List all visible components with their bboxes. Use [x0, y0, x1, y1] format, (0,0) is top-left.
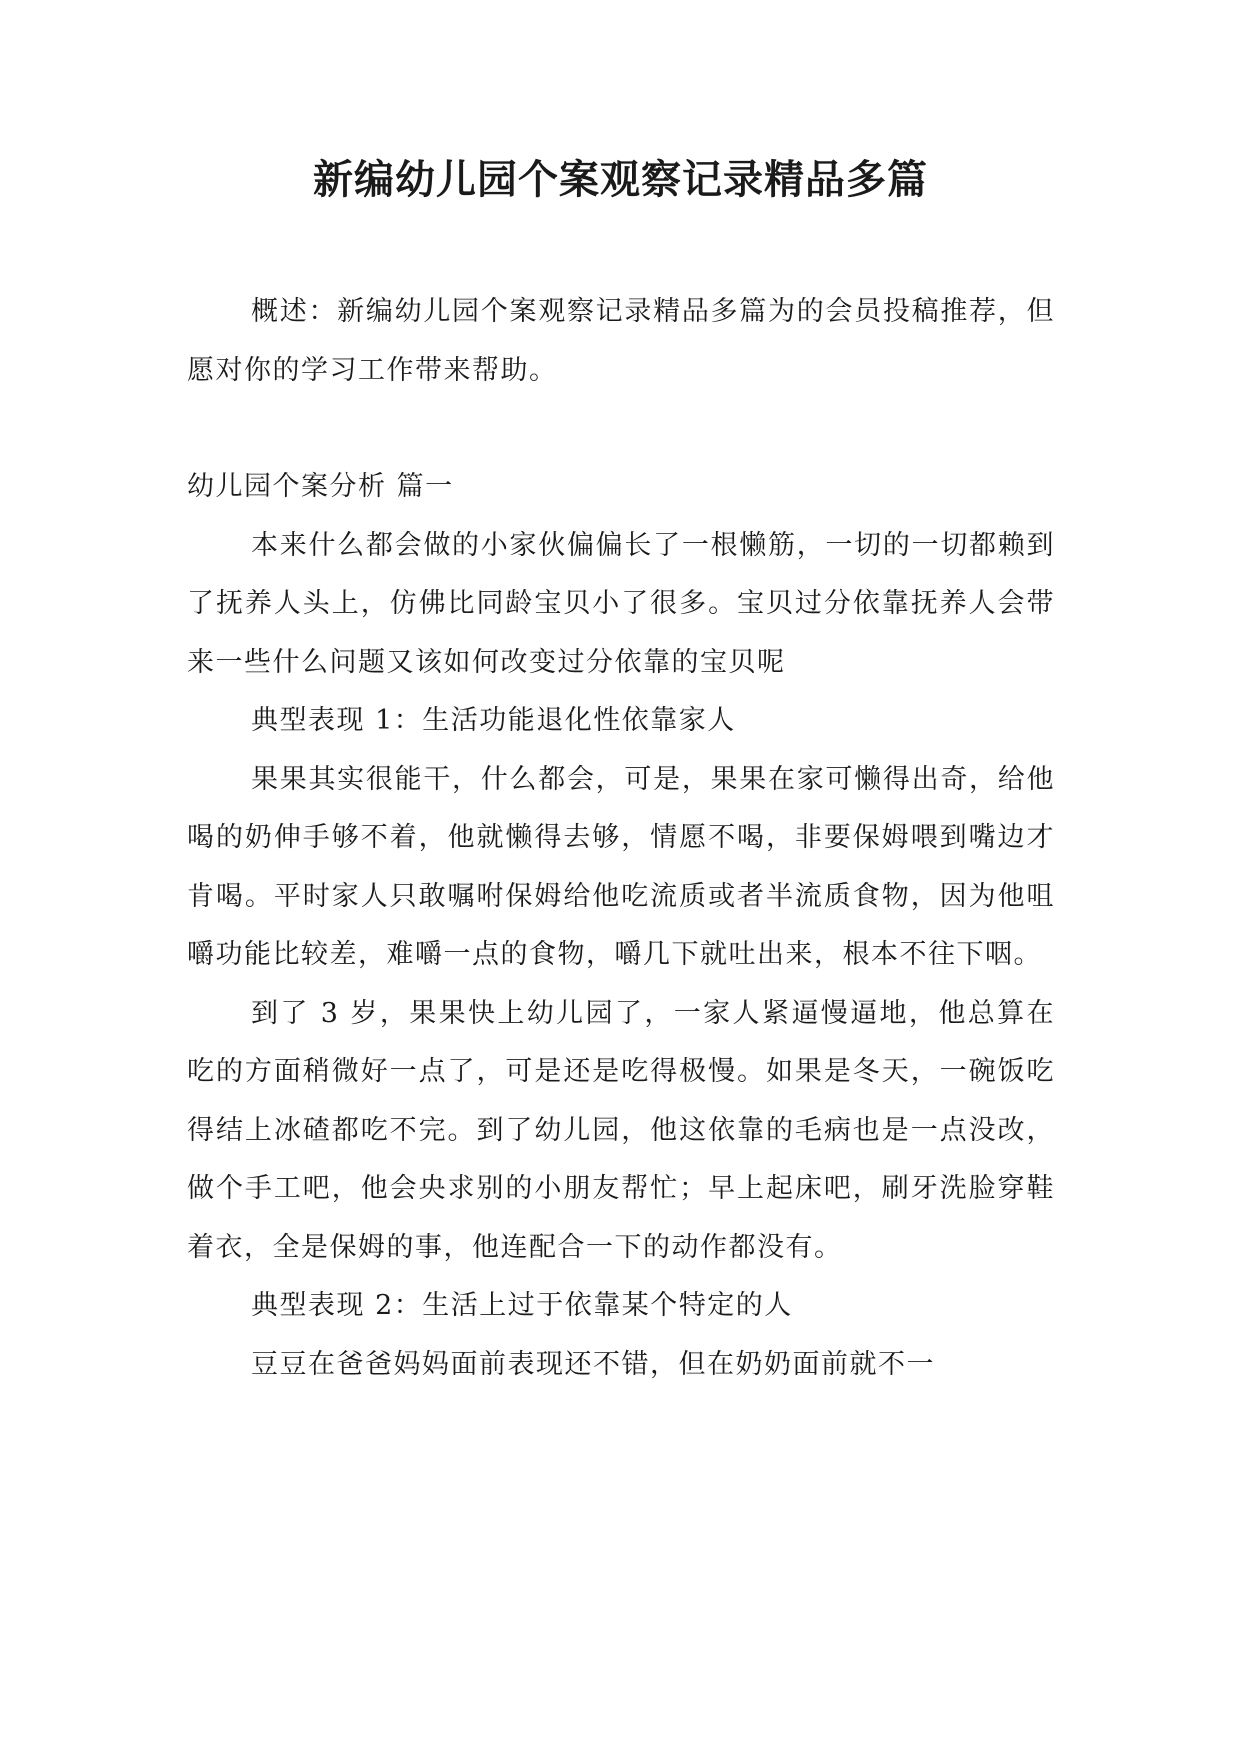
- summary-paragraph: 概述：新编幼儿园个案观察记录精品多篇为的会员投稿推荐，但愿对你的学习工作带来帮助。: [187, 296, 1055, 386]
- document-body: [187, 283, 1055, 1394]
- subheading-paragraph: 典型表现 1：生活功能退化性依靠家人: [251, 705, 736, 736]
- body-paragraph: 果果其实很能干，什么都会，可是，果果在家可懒得出奇，给他喝的奶伸手够不着，他就懒得去够，情愿不喝，非要保姆喂到嘴边才肯喝。平时家人只敢嘱咐保姆给他吃流质或者半流质食物，因为他咀嚼功能比较差，难嚼一点的食物，嚼几下就吐出来，根本不往下咽。: [187, 763, 1055, 970]
- body-paragraph: 本来什么都会做的小家伙偏偏长了一根懒筋，一切的一切都赖到了抚养人头上，仿佛比同龄宝贝小了很多。宝贝过分依靠抚养人会带来一些什么问题又该如何改变过分依靠的宝贝呢: [187, 529, 1055, 678]
- body-paragraph: 豆豆在爸爸妈妈面前表现还不错，但在奶奶面前就不一: [251, 1348, 935, 1380]
- document-title: 新编幼儿园个案观察记录精品多篇: [313, 157, 928, 203]
- body-paragraph: 到了 3 岁，果果快上幼儿园了，一家人紧逼慢逼地，他总算在吃的方面稍微好一点了，可是还是吃得极慢。如果是冬天，一碗饭吃得结上冰碴都吃不完。到了幼儿园，他这依靠的毛病也是一点没改，做个手工吧，他会央求别的小朋友帮忙；早上起床吧，刷牙洗脸穿鞋着衣，全是保姆的事，他连配合一下的动作都没有。: [187, 997, 1055, 1263]
- subheading-paragraph: 典型表现 2：生活上过于依靠某个特定的人: [251, 1290, 793, 1321]
- section-heading: 幼儿园个案分析 篇一: [187, 471, 454, 502]
